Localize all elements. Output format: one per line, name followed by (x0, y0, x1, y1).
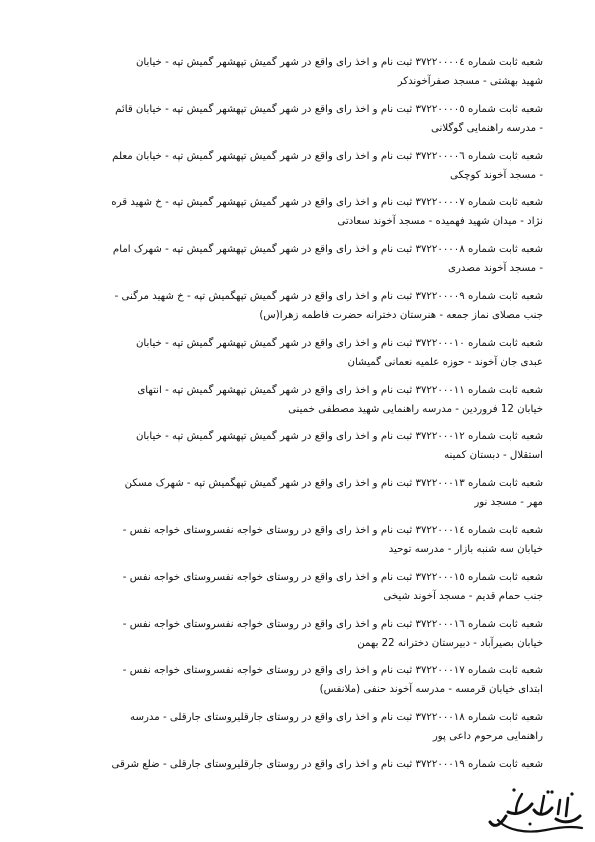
entry-line: شعبه ثابت شماره ۳۷۲۲۰۰۰۱۸ ثبت نام و اخذ راى واقع در روستای جارقلیروستای جارقلی - مدرسه (129, 712, 543, 724)
entry-line: شعبه ثابت شماره ۳۷۲۲۰۰۰۱۳ ثبت نام و اخذ راى واقع در شهر گمیش تپهگمیش تپه - شهرک مسکن (124, 478, 543, 490)
entry-line: عبدی جان آخوند - حوزه علمیه نعمانی گمیشان (347, 356, 543, 368)
list-item (60, 100, 543, 138)
entry-line: شعبه ثابت شماره ۳۷۲۲۰۰۰۰۷ ثبت نام و اخذ راى واقع در شهر گمیش تپهشهر گمیش تپه - خ شهید قره (111, 197, 543, 209)
list-item (60, 147, 543, 185)
entry-line: شعبه ثابت شماره ۳۷۲۲۰۰۰۰۸ ثبت نام و اخذ راى واقع در شهر گمیش تپهشهر گمیش تپه - شهرک امام (112, 244, 543, 256)
list-item (60, 287, 543, 325)
entry-line: خیابان سه شنبه بازار - مدرسه توحید (388, 543, 543, 555)
entry-line: شعبه ثابت شماره ۳۷۲۲۰۰۰۰٤ ثبت نام و اخذ راى واقع در شهر گمیش تپهشهر گمیش تپه - خیابان (135, 57, 543, 68)
calligraphy-logo-icon (486, 786, 586, 838)
entry-line: شعبه ثابت شماره ۳۷۲۲۰۰۰۰٦ ثبت نام و اخذ راى واقع در شهر گمیش تپهشهر گمیش تپه - خیابان معلم (112, 150, 543, 162)
entry-line: - مسجد آخوند کوچکی (450, 169, 543, 181)
list-item (60, 193, 543, 231)
list-item (60, 708, 543, 746)
list-item (60, 661, 543, 699)
polling-stations-list (60, 53, 543, 783)
entry-line: مهر - مسجد نور (474, 497, 543, 509)
list-item (60, 568, 543, 606)
list-item (60, 53, 543, 91)
entry-line: راهنمایی مرحوم داعی پور (432, 731, 543, 743)
governorate-logo (486, 786, 586, 838)
entry-line: شعبه ثابت شماره ۳۷۲۲۰۰۰۱۷ ثبت نام و اخذ راى واقع در روستای خواجه نفسروستای خواجه نفس - (122, 665, 543, 677)
entry-line: خیابان 12 فروردین - مدرسه راهنمایی شهید مصطفی خمینی (288, 403, 543, 415)
entry-line: شعبه ثابت شماره ۳۷۲۲۰۰۰۱۱ ثبت نام و اخذ راى واقع در شهر گمیش تپهشهر گمیش تپه - انتهای (137, 384, 543, 396)
entry-line: - مدرسه راهنمایی گوگلانی (431, 122, 543, 134)
entry-line: خیابان بصیرآباد - دبیرستان دخترانه 22 بهمن (357, 637, 543, 649)
entry-line: شعبه ثابت شماره ۳۷۲۲۰۰۰۱۰ ثبت نام و اخذ راى واقع در شهر گمیش تپهشهر گمیش تپه - خیابان (135, 337, 543, 349)
entry-line: شعبه ثابت شماره ۳۷۲۲۰۰۰۱٥ ثبت نام و اخذ راى واقع در روستای خواجه نفسروستای خواجه نفس - (122, 571, 543, 583)
entry-line: شعبه ثابت شماره ۳۷۲۲۰۰۰۱٦ ثبت نام و اخذ راى واقع در روستای خواجه نفسروستای خواجه نفس - (122, 618, 543, 630)
entry-line: نژاد - میدان شهید فهمیده - مسجد آخوند سعادتی (337, 216, 543, 228)
list-item (60, 240, 543, 278)
entry-line: شعبه ثابت شماره ۳۷۲۲۰۰۰۱۲ ثبت نام و اخذ راى واقع در شهر گمیش تپهشهر گمیش تپه - خیابان (135, 431, 543, 443)
list-item (60, 427, 543, 465)
entry-line: ابتدای خیابان قرمسه - مدرسه آخوند حنفی (ملانفس) (319, 684, 543, 696)
entry-line: شعبه ثابت شماره ۳۷۲۲۰۰۰۱۹ ثبت نام و اخذ راى واقع در روستای جارقلیروستای جارقلی - ضلع شرقی (111, 758, 543, 770)
entry-line: استقلال - دبستان کمینه (444, 450, 543, 462)
list-item (60, 334, 543, 372)
entry-line: شهید بهشتی - مسجد صفرآخوندکر (397, 76, 543, 87)
entry-line: جنب حمام قدیم - مسجد آخوند شیخی (383, 590, 543, 602)
entry-line: شعبه ثابت شماره ۳۷۲۲۰۰۰۰۹ ثبت نام و اخذ راى واقع در شهر گمیش تپهگمیش تپه - خ شهید مرگنی - (114, 290, 543, 302)
entry-line: شعبه ثابت شماره ۳۷۲۲۰۰۰۰٥ ثبت نام و اخذ راى واقع در شهر گمیش تپهشهر گمیش تپه - خیابان قائم (115, 103, 543, 115)
list-item (60, 755, 543, 774)
entry-line: جنب مصلای نماز جمعه - هنرستان دخترانه حضرت فاطمه زهرا(س) (259, 309, 543, 321)
entry-line: - مسجد آخوند مصدری (448, 263, 543, 275)
list-item (60, 521, 543, 559)
list-item (60, 381, 543, 419)
list-item (60, 615, 543, 653)
entry-line: شعبه ثابت شماره ۳۷۲۲۰۰۰۱٤ ثبت نام و اخذ راى واقع در روستای خواجه نفسروستای خواجه نفس - (122, 524, 543, 536)
list-item (60, 474, 543, 512)
